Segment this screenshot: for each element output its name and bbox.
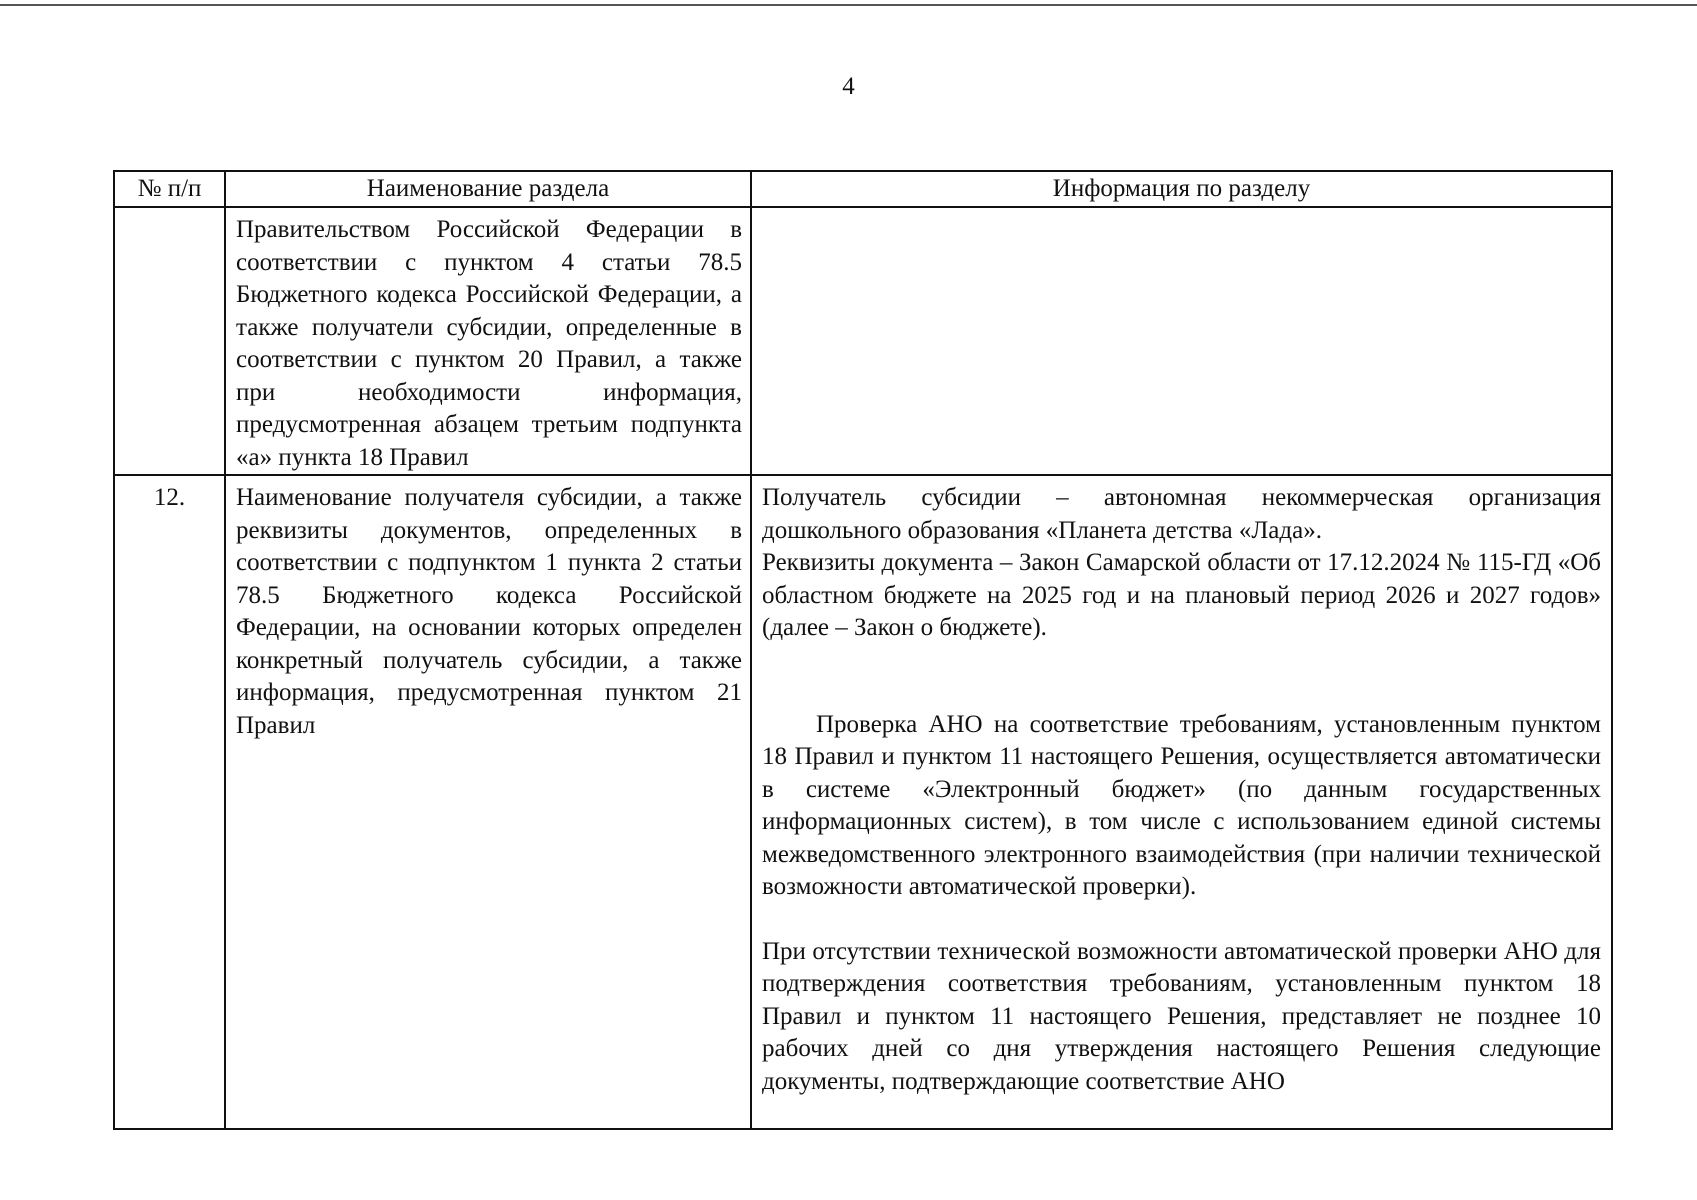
section-info <box>751 475 1612 1129</box>
section-name: Наименование получателя субсидии, а также реквизиты документов, определенных в соответствии с подпунктом 1 пункта 2 статьи 78.5 Бюджетного кодекса Российской Федерации, на основании которых определен конкретный получатель субсидии, а также информация, предусмотренная пунктом 21 Правил <box>225 475 751 1129</box>
info-paragraph-verification: Проверка АНО на соответствие требованиям, установленным пунктом 18 Правил и пунктом 11 настоящего Решения, осуществляется автоматически в системе «Электронный бюджет» (по данным государственных информационных систем), в том числе с использованием единой системы межведомственного электронного взаимодействия (при наличии технической возможности автоматической проверки). <box>762 710 1601 900</box>
info-paragraph-requisites: Реквизиты документа – Закон Самарской области от 17.12.2024 № 115-ГД «Об областном бюджете на 2025 год и на плановый период 2026 и 2027 годов» (далее – Закон о бюджете). <box>762 549 1601 641</box>
page-top-border <box>0 4 1697 6</box>
section-name: Правительством Российской Федерации в соответствии с пунктом 4 статьи 78.5 Бюджетного кодекса Российской Федерации, а также получатели субсидии, определенные в соответствии с пунктом 20 Правил, а также при необходимости информация, предусмотренная абзацем третьим подпункта «а» пункта 18 Правил <box>225 207 751 475</box>
header-info: Информация по разделу <box>751 171 1612 207</box>
info-paragraph-documents: При отсутствии технической возможности автоматической проверки АНО для подтверждения соответствия требованиям, установленным пунктом 18 Правил и пунктом 11 настоящего Решения, представляет не позднее 10 рабочих дней со дня утверждения настоящего Решения следующие документы, подтверждающие соответствие АНО <box>762 937 1601 1095</box>
table-header-row <box>114 171 1612 207</box>
row-number <box>114 207 225 475</box>
info-paragraph-recipient: Получатель субсидии – автономная некоммерческая организация дошкольного образования «Планета детства «Лада». <box>762 484 1601 544</box>
table-row <box>114 475 1612 1129</box>
section-table <box>113 170 1613 1130</box>
table-row <box>114 207 1612 475</box>
header-num: № п/п <box>114 171 225 207</box>
section-info <box>751 207 1612 475</box>
row-number: 12. <box>114 475 225 1129</box>
header-section: Наименование раздела <box>225 171 751 207</box>
page-number: 4 <box>842 73 855 100</box>
